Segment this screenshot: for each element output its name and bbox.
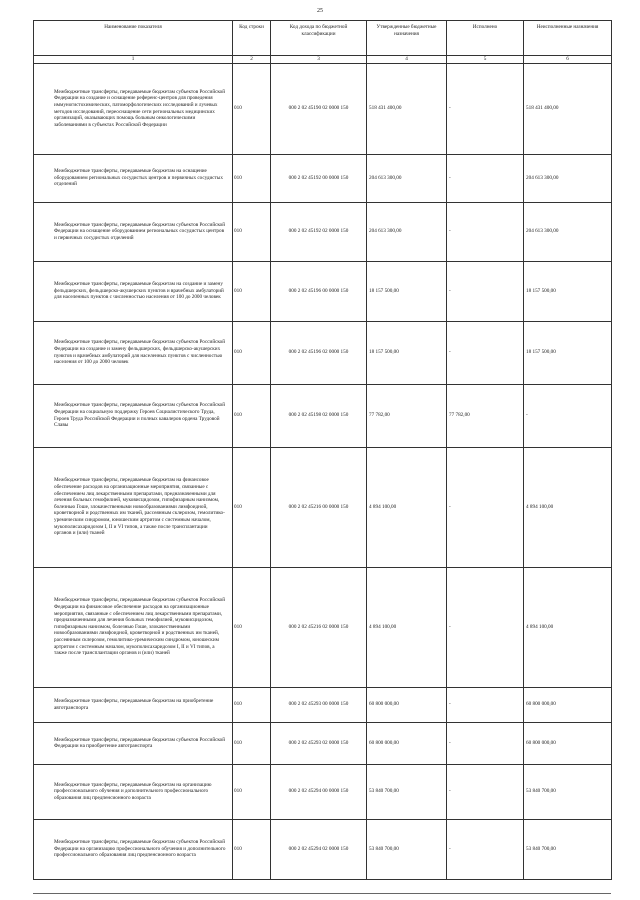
table-row	[34, 764, 612, 819]
column-number-row	[34, 56, 612, 64]
row-executed: 77 782,00	[447, 384, 524, 447]
row-name: Межбюджетные трансферты, передаваемые бюджетам субъектов Российской Федерации на финансовое обеспечение расходов на организационные мероприятия, связанные с обеспечением лиц лекарственными препаратами, предназначенными для лечения больных гемофилией, муковисцидозом, гипофизарным нанизмом, болезнью Гоше, злокачественными новообразованиями лимфоидной, кроветворной и родственных им тканей, рассеянным склерозом, гемолитико-уремическим синдромом, юношеским артритом с системным началом, мукополисахаридозом I, II и VI типов, а также после трансплантации органов и (или) тканей	[34, 567, 233, 687]
row-unexecuted: 18 157 500,00	[524, 261, 612, 321]
row-line-code: 010	[233, 819, 271, 879]
row-approved: 518 431 400,00	[367, 63, 447, 154]
row-executed: -	[447, 722, 524, 764]
row-line-code: 010	[233, 154, 271, 202]
table-row	[34, 261, 612, 321]
row-unexecuted: -	[524, 384, 612, 447]
header-income-code: Код дохода по бюджетной классификации	[271, 21, 367, 56]
header-approved: Утвержденные бюджетные назначения	[367, 21, 447, 56]
row-unexecuted: 204 613 300,00	[524, 154, 612, 202]
table-row	[34, 63, 612, 154]
row-line-code: 010	[233, 202, 271, 261]
row-name: Межбюджетные трансферты, передаваемые бюджетам на приобретение автотранспорта	[34, 687, 233, 722]
row-income-code: 000 2 02 45293 00 0000 150	[271, 687, 367, 722]
column-number: 2	[233, 56, 271, 64]
row-unexecuted: 4 894 100,00	[524, 447, 612, 567]
row-executed: -	[447, 63, 524, 154]
row-approved: 4 894 100,00	[367, 447, 447, 567]
row-income-code: 000 2 02 45294 02 0000 150	[271, 819, 367, 879]
row-name: Межбюджетные трансферты, передаваемые бюджетам субъектов Российской Федерации на создание и замену фельдшерских, фельдшерско-акушерских пунктов и врачебных амбулаторий для населенных пунктов с численностью населения от 100 до 2000 человек	[34, 321, 233, 384]
row-executed: -	[447, 567, 524, 687]
row-line-code: 010	[233, 722, 271, 764]
header-line-code: Код строки	[233, 21, 271, 56]
row-executed: -	[447, 447, 524, 567]
row-unexecuted: 53 840 700,00	[524, 819, 612, 879]
column-number: 6	[524, 56, 612, 64]
row-name: Межбюджетные трансферты, передаваемые бюджетам субъектов Российской Федерации на социальную поддержку Героев Социалистического Труда, Героев Труда Российской Федерации и полных кавалеров ордена Трудовой Славы	[34, 384, 233, 447]
row-income-code: 000 2 02 45198 02 0000 150	[271, 384, 367, 447]
row-name: Межбюджетные трансферты, передаваемые бюджетам на финансовое обеспечение расходов на организационные мероприятия, связанные с обеспечением лиц лекарственными препаратами, предназначенными для лечения больных гемофилией, муковисцидозом, гипофизарным нанизмом, болезнью Гоше, злокачественными новообразованиями лимфоидной, кроветворной и родственных им тканей, рассеянным склерозом, гемолитико-уремическим синдромом, юношеским артритом с системным началом, мукополисахаридозом I, II и VI типов, а также после трансплантации органов и (или) тканей	[34, 447, 233, 567]
row-income-code: 000 2 02 45294 00 0000 150	[271, 764, 367, 819]
table-row	[34, 202, 612, 261]
row-unexecuted: 204 613 300,00	[524, 202, 612, 261]
row-unexecuted: 60 800 000,00	[524, 722, 612, 764]
row-approved: 204 613 300,00	[367, 202, 447, 261]
row-name: Межбюджетные трансферты, передаваемые бюджетам субъектов Российской Федерации на создание и оснащение референс-центров для проведения иммуногистохимических, патоморфологических исследований и лучевых методов исследований, переоснащение сети региональных медицинских организаций, оказывающих помощь больным онкологическими заболеваниями в субъектах Российской Федерации	[34, 63, 233, 154]
page-bottom-rule	[33, 893, 611, 894]
header-executed: Исполнено	[447, 21, 524, 56]
row-approved: 4 894 100,00	[367, 567, 447, 687]
row-income-code: 000 2 02 45216 00 0000 150	[271, 447, 367, 567]
row-name: Межбюджетные трансферты, передаваемые бюджетам субъектов Российской Федерации на приобретение автотранспорта	[34, 722, 233, 764]
row-executed: -	[447, 764, 524, 819]
row-name: Межбюджетные трансферты, передаваемые бюджетам на создание и замену фельдшерских, фельдшерско-акушерских пунктов и врачебных амбулаторий для населенных пунктов с численностью населения от 100 до 2000 человек	[34, 261, 233, 321]
row-name: Межбюджетные трансферты, передаваемые бюджетам субъектов Российской Федерации на оснащение оборудованием региональных сосудистых центров и первичных сосудистых отделений	[34, 202, 233, 261]
row-approved: 53 840 700,00	[367, 764, 447, 819]
row-line-code: 010	[233, 764, 271, 819]
row-line-code: 010	[233, 384, 271, 447]
row-line-code: 010	[233, 567, 271, 687]
row-line-code: 010	[233, 321, 271, 384]
table-header-row	[34, 21, 612, 56]
column-number: 3	[271, 56, 367, 64]
row-approved: 60 800 000,00	[367, 722, 447, 764]
row-income-code: 000 2 02 45196 02 0000 150	[271, 321, 367, 384]
row-income-code: 000 2 02 45293 02 0000 150	[271, 722, 367, 764]
table-row	[34, 154, 612, 202]
table-row	[34, 722, 612, 764]
table-row	[34, 567, 612, 687]
row-approved: 18 157 500,00	[367, 321, 447, 384]
row-executed: -	[447, 261, 524, 321]
row-approved: 204 613 300,00	[367, 154, 447, 202]
budget-execution-table	[33, 20, 612, 880]
row-executed: -	[447, 202, 524, 261]
row-line-code: 010	[233, 63, 271, 154]
table-row	[34, 687, 612, 722]
row-name: Межбюджетные трансферты, передаваемые бюджетам на организацию профессионального обучения и дополнительного профессионального образования лиц предпенсионного возраста	[34, 764, 233, 819]
row-unexecuted: 18 157 500,00	[524, 321, 612, 384]
row-unexecuted: 518 431 400,00	[524, 63, 612, 154]
row-line-code: 010	[233, 447, 271, 567]
row-unexecuted: 60 800 000,00	[524, 687, 612, 722]
column-number: 1	[34, 56, 233, 64]
table-row	[34, 384, 612, 447]
row-approved: 60 800 000,00	[367, 687, 447, 722]
row-income-code: 000 2 02 45216 02 0000 150	[271, 567, 367, 687]
row-executed: -	[447, 154, 524, 202]
table-row	[34, 447, 612, 567]
row-approved: 53 840 700,00	[367, 819, 447, 879]
row-income-code: 000 2 02 45192 00 0000 150	[271, 154, 367, 202]
row-income-code: 000 2 02 45190 02 0000 150	[271, 63, 367, 154]
row-executed: -	[447, 819, 524, 879]
row-approved: 18 157 500,00	[367, 261, 447, 321]
row-income-code: 000 2 02 45192 02 0000 150	[271, 202, 367, 261]
row-executed: -	[447, 687, 524, 722]
row-unexecuted: 53 840 700,00	[524, 764, 612, 819]
table-row	[34, 321, 612, 384]
row-name: Межбюджетные трансферты, передаваемые бюджетам на оснащение оборудованием региональных сосудистых центров и первичных сосудистых отделений	[34, 154, 233, 202]
column-number: 4	[367, 56, 447, 64]
row-line-code: 010	[233, 687, 271, 722]
row-unexecuted: 4 894 100,00	[524, 567, 612, 687]
page-number: 25	[317, 8, 323, 14]
header-name: Наименование показателя	[34, 21, 233, 56]
table-row	[34, 819, 612, 879]
row-approved: 77 782,00	[367, 384, 447, 447]
header-unexecuted: Неисполненные назначения	[524, 21, 612, 56]
column-number: 5	[447, 56, 524, 64]
row-income-code: 000 2 02 45196 00 0000 150	[271, 261, 367, 321]
row-name: Межбюджетные трансферты, передаваемые бюджетам субъектов Российской Федерации на организацию профессионального обучения и дополнительного профессионального образования лиц предпенсионного возраста	[34, 819, 233, 879]
row-line-code: 010	[233, 261, 271, 321]
row-executed: -	[447, 321, 524, 384]
